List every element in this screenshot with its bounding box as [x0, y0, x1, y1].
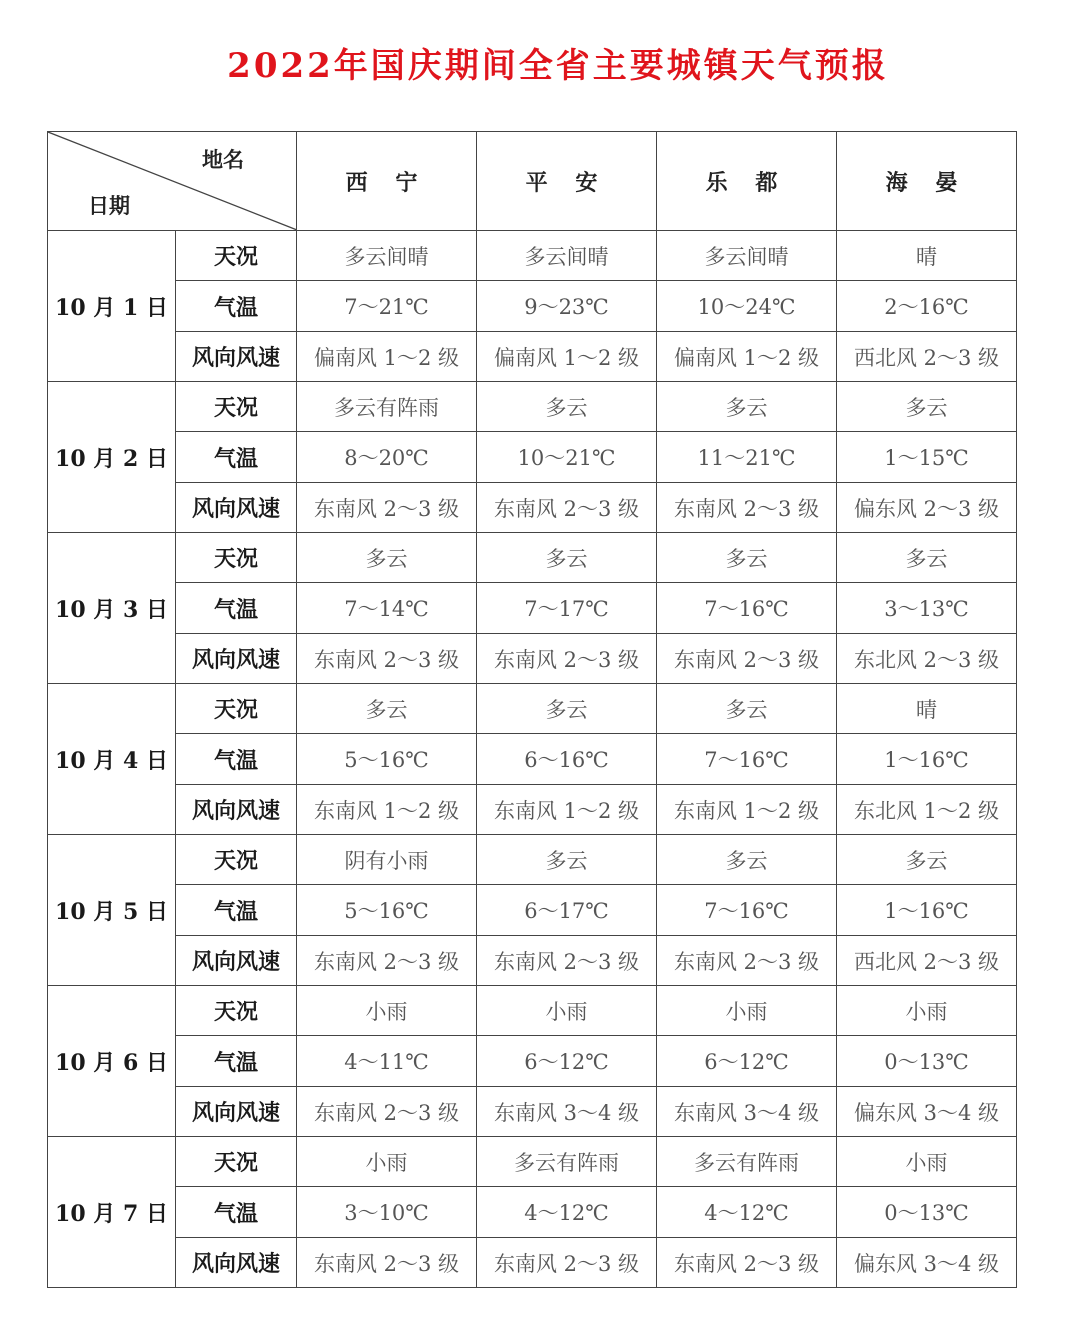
temp-cell: 1～16℃ [837, 734, 1017, 785]
row-label-wind: 风向风速 [176, 785, 297, 835]
temp-cell: 0～13℃ [837, 1187, 1017, 1238]
weather-cell: 多云 [477, 684, 657, 734]
table-row [48, 785, 1017, 835]
wind-cell: 东南风 2～3 级 [657, 1238, 837, 1288]
weather-cell: 多云 [657, 835, 837, 885]
temp-cell: 10～21℃ [477, 432, 657, 483]
row-label-temp: 气温 [176, 583, 297, 634]
table-row [48, 734, 1017, 785]
temp-cell: 11～21℃ [657, 432, 837, 483]
temp-cell: 6～16℃ [477, 734, 657, 785]
wind-cell: 东南风 3～4 级 [477, 1087, 657, 1137]
row-label-wind: 风向风速 [176, 1087, 297, 1137]
row-label-wind: 风向风速 [176, 1238, 297, 1288]
date-label: 日期 [88, 193, 130, 218]
row-label-temp: 气温 [176, 734, 297, 785]
wind-cell: 东南风 2～3 级 [477, 936, 657, 986]
wind-cell: 东南风 2～3 级 [477, 634, 657, 684]
wind-cell: 东南风 2～3 级 [297, 1238, 477, 1288]
wind-cell: 东南风 1～2 级 [297, 785, 477, 835]
date-cell: 10 月 1 日 [48, 231, 176, 382]
weather-cell: 多云有阵雨 [297, 382, 477, 432]
table-row [48, 885, 1017, 936]
row-label-wind: 风向风速 [176, 332, 297, 382]
weather-cell: 多云 [837, 533, 1017, 583]
temp-cell: 7～16℃ [657, 583, 837, 634]
wind-cell: 偏南风 1～2 级 [657, 332, 837, 382]
row-label-wind: 风向风速 [176, 936, 297, 986]
temp-cell: 2～16℃ [837, 281, 1017, 332]
wind-cell: 东南风 2～3 级 [477, 483, 657, 533]
temp-cell: 5～16℃ [297, 734, 477, 785]
table-row [48, 533, 1017, 583]
temp-cell: 7～16℃ [657, 885, 837, 936]
temp-cell: 5～16℃ [297, 885, 477, 936]
weather-cell: 小雨 [297, 1137, 477, 1187]
row-label-weather: 天况 [176, 382, 297, 432]
wind-cell: 东南风 2～3 级 [297, 1087, 477, 1137]
header-row [48, 132, 1017, 231]
weather-cell: 小雨 [837, 1137, 1017, 1187]
city-header: 西 宁 [297, 132, 477, 231]
row-label-weather: 天况 [176, 1137, 297, 1187]
temp-cell: 8～20℃ [297, 432, 477, 483]
diagonal-divider [48, 132, 297, 230]
wind-cell: 东南风 2～3 级 [297, 936, 477, 986]
weather-cell: 小雨 [297, 986, 477, 1036]
row-label-weather: 天况 [176, 684, 297, 734]
weather-cell: 多云 [657, 684, 837, 734]
row-label-temp: 气温 [176, 1036, 297, 1087]
wind-cell: 偏东风 2～3 级 [837, 483, 1017, 533]
weather-cell: 多云 [297, 684, 477, 734]
table-row [48, 1187, 1017, 1238]
table-row [48, 382, 1017, 432]
weather-cell: 多云间晴 [297, 231, 477, 281]
weather-cell: 小雨 [657, 986, 837, 1036]
temp-cell: 9～23℃ [477, 281, 657, 332]
temp-cell: 1～16℃ [837, 885, 1017, 936]
weather-cell: 多云 [837, 835, 1017, 885]
table-row [48, 281, 1017, 332]
weather-cell: 多云 [297, 533, 477, 583]
weather-cell: 晴 [837, 231, 1017, 281]
temp-cell: 1～15℃ [837, 432, 1017, 483]
table-row [48, 684, 1017, 734]
temp-cell: 3～13℃ [837, 583, 1017, 634]
weather-cell: 多云 [477, 382, 657, 432]
table-row [48, 835, 1017, 885]
wind-cell: 东南风 2～3 级 [657, 483, 837, 533]
temp-cell: 10～24℃ [657, 281, 837, 332]
weather-cell: 小雨 [837, 986, 1017, 1036]
wind-cell: 东南风 3～4 级 [657, 1087, 837, 1137]
table-row [48, 432, 1017, 483]
weather-cell: 多云间晴 [657, 231, 837, 281]
table-row [48, 1137, 1017, 1187]
forecast-table [47, 131, 1017, 1288]
wind-cell: 西北风 2～3 级 [837, 332, 1017, 382]
weather-cell: 多云 [657, 382, 837, 432]
wind-cell: 东北风 1～2 级 [837, 785, 1017, 835]
row-label-temp: 气温 [176, 1187, 297, 1238]
temp-cell: 4～11℃ [297, 1036, 477, 1087]
temp-cell: 7～21℃ [297, 281, 477, 332]
wind-cell: 东南风 2～3 级 [657, 634, 837, 684]
table-row [48, 986, 1017, 1036]
temp-cell: 3～10℃ [297, 1187, 477, 1238]
weather-cell: 多云 [657, 533, 837, 583]
row-label-temp: 气温 [176, 432, 297, 483]
city-header: 海 晏 [837, 132, 1017, 231]
wind-cell: 东南风 2～3 级 [297, 634, 477, 684]
wind-cell: 偏东风 3～4 级 [837, 1087, 1017, 1137]
wind-cell: 东南风 1～2 级 [477, 785, 657, 835]
table-row [48, 231, 1017, 281]
wind-cell: 偏东风 3～4 级 [837, 1238, 1017, 1288]
table-row [48, 634, 1017, 684]
table-row [48, 1238, 1017, 1288]
row-label-temp: 气温 [176, 281, 297, 332]
weather-cell: 多云 [477, 533, 657, 583]
temp-cell: 0～13℃ [837, 1036, 1017, 1087]
weather-cell: 多云 [477, 835, 657, 885]
table-row [48, 583, 1017, 634]
table-row [48, 1036, 1017, 1087]
row-label-weather: 天况 [176, 533, 297, 583]
wind-cell: 东南风 2～3 级 [297, 483, 477, 533]
place-label: 地名 [202, 147, 244, 172]
wind-cell: 偏南风 1～2 级 [477, 332, 657, 382]
weather-cell: 多云有阵雨 [477, 1137, 657, 1187]
weather-cell: 阴有小雨 [297, 835, 477, 885]
temp-cell: 6～12℃ [477, 1036, 657, 1087]
wind-cell: 东南风 2～3 级 [477, 1238, 657, 1288]
weather-cell: 多云间晴 [477, 231, 657, 281]
row-label-weather: 天况 [176, 986, 297, 1036]
weather-cell: 小雨 [477, 986, 657, 1036]
date-cell: 10 月 6 日 [48, 986, 176, 1137]
wind-cell: 东南风 1～2 级 [657, 785, 837, 835]
row-label-temp: 气温 [176, 885, 297, 936]
temp-cell: 7～14℃ [297, 583, 477, 634]
temp-cell: 7～17℃ [477, 583, 657, 634]
page-title: 2022年国庆期间全省主要城镇天气预报 [227, 46, 889, 86]
row-label-wind: 风向风速 [176, 634, 297, 684]
table-row [48, 483, 1017, 533]
temp-cell: 4～12℃ [477, 1187, 657, 1238]
wind-cell: 东北风 2～3 级 [837, 634, 1017, 684]
row-label-wind: 风向风速 [176, 483, 297, 533]
temp-cell: 7～16℃ [657, 734, 837, 785]
corner-header-cell [48, 132, 297, 231]
temp-cell: 6～12℃ [657, 1036, 837, 1087]
wind-cell: 东南风 2～3 级 [657, 936, 837, 986]
temp-cell: 6～17℃ [477, 885, 657, 936]
row-label-weather: 天况 [176, 231, 297, 281]
table-row [48, 332, 1017, 382]
weather-cell: 晴 [837, 684, 1017, 734]
date-cell: 10 月 3 日 [48, 533, 176, 684]
date-cell: 10 月 2 日 [48, 382, 176, 533]
wind-cell: 西北风 2～3 级 [837, 936, 1017, 986]
temp-cell: 4～12℃ [657, 1187, 837, 1238]
city-header: 乐 都 [657, 132, 837, 231]
date-cell: 10 月 7 日 [48, 1137, 176, 1288]
date-cell: 10 月 4 日 [48, 684, 176, 835]
table-row [48, 1087, 1017, 1137]
date-cell: 10 月 5 日 [48, 835, 176, 986]
weather-cell: 多云 [837, 382, 1017, 432]
weather-cell: 多云有阵雨 [657, 1137, 837, 1187]
row-label-weather: 天况 [176, 835, 297, 885]
city-header: 平 安 [477, 132, 657, 231]
wind-cell: 偏南风 1～2 级 [297, 332, 477, 382]
table-row [48, 936, 1017, 986]
